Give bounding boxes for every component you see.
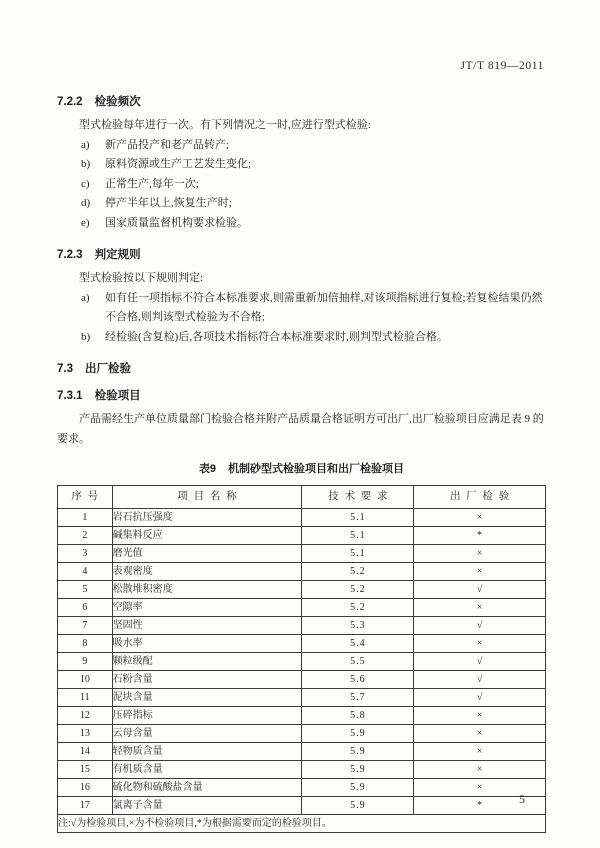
cell-tech-req: 5.1 (302, 509, 414, 527)
cell-tech-req: 5.3 (302, 617, 414, 635)
section-7-2-2-list (57, 136, 546, 234)
doc-code-header: JT/T 819—2011 (460, 60, 544, 72)
list-item-text: 新产品投产和老产品转产; (105, 138, 230, 151)
cell-check-mark: * (414, 527, 546, 545)
table9 (57, 485, 546, 833)
cell-item-name: 泥块含量 (112, 689, 302, 707)
cell-tech-req: 5.1 (302, 527, 414, 545)
cell-tech-req: 5.9 (302, 725, 414, 743)
table-row (58, 653, 546, 671)
cell-seq: 12 (58, 707, 113, 725)
table9-note: 注:√为检验项目,×为不检验项目,*为根据需要而定的检验项目。 (58, 815, 546, 833)
list-item-label: a) (81, 291, 90, 304)
cell-item-name: 磨光值 (112, 545, 302, 563)
section-number: 7.3.1 (57, 390, 83, 402)
cell-seq: 15 (58, 761, 113, 779)
col-header-req: 技术要求 (302, 486, 414, 509)
list-item-text: 正常生产,每年一次; (105, 177, 199, 190)
page-number: 5 (519, 792, 525, 806)
section-7-2-3-list (57, 289, 546, 348)
cell-tech-req: 5.2 (302, 599, 414, 617)
cell-tech-req: 5.5 (302, 653, 414, 671)
cell-tech-req: 5.9 (302, 797, 414, 815)
cell-check-mark: √ (414, 671, 546, 689)
section-heading-7-2-2 (57, 95, 546, 109)
cell-tech-req: 5.9 (302, 761, 414, 779)
cell-tech-req: 5.4 (302, 635, 414, 653)
table-row (58, 509, 546, 527)
list-item-text: 停产半年以上,恢复生产时; (105, 197, 232, 209)
section-7-2-2-intro: 型式检验每年进行一次。有下列情况之一时,应进行型式检验: (79, 119, 371, 131)
table-row (58, 743, 546, 761)
section-title: 出厂检验 (85, 363, 131, 375)
cell-item-name: 松散堆积密度 (112, 581, 302, 599)
cell-tech-req: 5.7 (302, 689, 414, 707)
cell-item-name: 轻物质含量 (112, 743, 302, 761)
cell-tech-req: 5.8 (302, 707, 414, 725)
table-row (58, 689, 546, 707)
list-item (57, 194, 546, 214)
cell-tech-req: 5.1 (302, 545, 414, 563)
table-row (58, 599, 546, 617)
cell-check-mark: √ (414, 617, 546, 635)
cell-item-name: 吸水率 (112, 635, 302, 653)
table-note-row (58, 815, 546, 833)
cell-check-mark: √ (414, 581, 546, 599)
section-heading-7-3-1 (57, 389, 546, 403)
section-number: 7.3 (57, 363, 73, 375)
cell-seq: 10 (58, 671, 113, 689)
cell-check-mark: * (414, 797, 546, 815)
cell-item-name: 岩石抗压强度 (112, 509, 302, 527)
list-item (57, 289, 546, 328)
cell-check-mark: × (414, 563, 546, 581)
cell-seq: 5 (58, 581, 113, 599)
section-title: 检验频次 (94, 96, 141, 108)
table-row (58, 725, 546, 743)
cell-item-name: 有机质含量 (112, 761, 302, 779)
page-content (57, 0, 546, 833)
cell-item-name: 表观密度 (112, 563, 302, 581)
section-title: 检验项目 (94, 390, 141, 402)
cell-seq: 17 (58, 797, 113, 815)
list-item-label: e) (81, 216, 90, 229)
list-item-text: 经检验(含复检)后,各项技术指标符合本标准要求时,则判型式检验合格。 (105, 330, 448, 343)
cell-tech-req: 5.2 (302, 581, 414, 599)
table-row (58, 635, 546, 653)
cell-seq: 8 (58, 635, 113, 653)
cell-item-name: 硫化物和硫酸盐含量 (112, 779, 302, 797)
cell-item-name: 氯离子含量 (112, 797, 302, 815)
col-header-seq: 序号 (58, 486, 113, 509)
table9-caption-label: 表9 (198, 463, 217, 475)
cell-seq: 3 (58, 545, 113, 563)
cell-check-mark: × (414, 779, 546, 797)
col-header-name: 项目名称 (112, 486, 302, 509)
table-row (58, 797, 546, 815)
cell-tech-req: 5.6 (302, 671, 414, 689)
cell-check-mark: × (414, 725, 546, 743)
table9-caption-title: 机制砂型式检验项目和出厂检验项目 (228, 463, 405, 475)
table9-caption (57, 462, 546, 476)
cell-seq: 9 (58, 653, 113, 671)
cell-check-mark: × (414, 707, 546, 725)
col-header-delivery-check: 出厂检验 (414, 486, 546, 509)
list-item-text: 如有任一项指标不符合本标准要求,则需重新加倍抽样,对该项指标进行复检;若复检结果仍然不合格,则判该型式检验为不合格; (105, 291, 543, 323)
cell-check-mark: √ (414, 653, 546, 671)
cell-seq: 13 (58, 725, 113, 743)
cell-tech-req: 5.9 (302, 743, 414, 761)
cell-tech-req: 5.2 (302, 563, 414, 581)
cell-item-name: 颗粒级配 (112, 653, 302, 671)
cell-seq: 16 (58, 779, 113, 797)
list-item-label: a) (81, 138, 90, 151)
section-heading-7-2-3 (57, 248, 546, 262)
cell-item-name: 云母含量 (112, 725, 302, 743)
cell-seq: 4 (58, 563, 113, 581)
cell-check-mark: × (414, 761, 546, 779)
cell-seq: 7 (58, 617, 113, 635)
list-item (57, 328, 546, 348)
list-item (57, 136, 546, 156)
cell-item-name: 压碎指标 (112, 707, 302, 725)
list-item-label: c) (81, 177, 90, 190)
cell-seq: 2 (58, 527, 113, 545)
table-row (58, 527, 546, 545)
table-row (58, 779, 546, 797)
table-row (58, 761, 546, 779)
list-item (57, 155, 546, 175)
table-row (58, 563, 546, 581)
cell-item-name: 空隙率 (112, 599, 302, 617)
table-row (58, 707, 546, 725)
table-row (58, 671, 546, 689)
table-row (58, 617, 546, 635)
table-row (58, 581, 546, 599)
cell-item-name: 坚固性 (112, 617, 302, 635)
cell-check-mark: × (414, 545, 546, 563)
cell-item-name: 石粉含量 (112, 671, 302, 689)
list-item (57, 175, 546, 195)
cell-seq: 14 (58, 743, 113, 761)
list-item-label: b) (81, 330, 91, 343)
cell-check-mark: × (414, 509, 546, 527)
cell-check-mark: × (414, 743, 546, 761)
section-title: 判定规则 (94, 249, 141, 261)
section-number: 7.2.3 (57, 249, 83, 261)
cell-check-mark: × (414, 599, 546, 617)
section-heading-7-3 (57, 362, 546, 376)
list-item (57, 214, 546, 234)
list-item-label: d) (81, 197, 91, 209)
list-item-label: b) (81, 158, 91, 170)
section-7-3-1-paragraph: 产品需经生产单位质量部门检验合格并附产品质量合格证明方可出厂,出厂检验项目应满足表 9 的要求。 (57, 413, 544, 445)
section-7-2-3-intro: 型式检验按以下规则判定: (79, 272, 204, 284)
table9-header-row (58, 486, 546, 509)
cell-tech-req: 5.9 (302, 779, 414, 797)
cell-seq: 6 (58, 599, 113, 617)
cell-seq: 11 (58, 689, 113, 707)
list-item-text: 原料资源或生产工艺发生变化; (105, 158, 252, 170)
section-number: 7.2.2 (57, 96, 83, 108)
cell-seq: 1 (58, 509, 113, 527)
cell-check-mark: √ (414, 689, 546, 707)
list-item-text: 国家质量监督机构要求检验。 (105, 216, 248, 229)
cell-item-name: 碱集料反应 (112, 527, 302, 545)
table-row (58, 545, 546, 563)
cell-check-mark: × (414, 635, 546, 653)
